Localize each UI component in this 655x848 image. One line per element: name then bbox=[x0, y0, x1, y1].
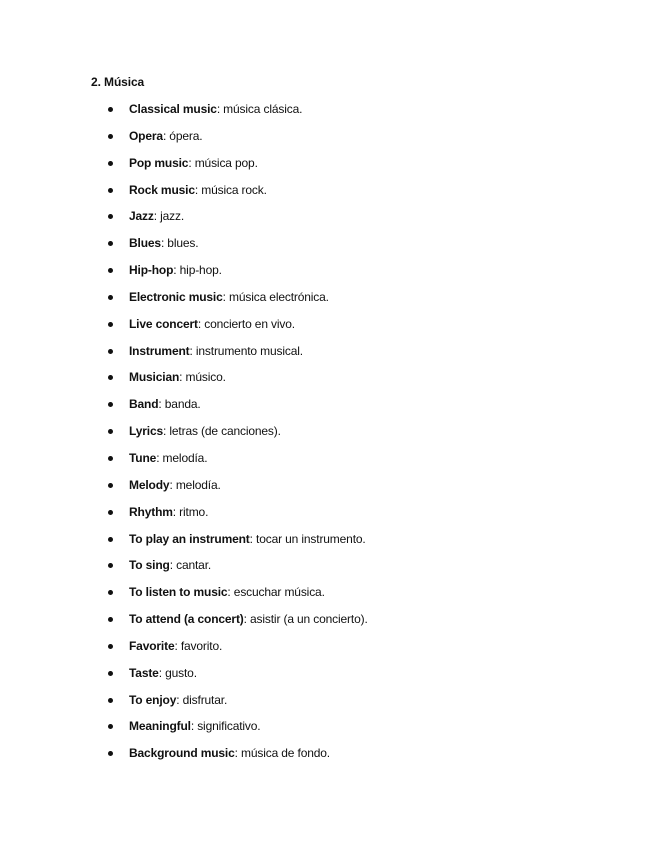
vocab-translation: : concierto en vivo. bbox=[197, 316, 295, 331]
vocab-entry bbox=[129, 450, 207, 466]
vocab-translation: : música electrónica. bbox=[222, 289, 329, 304]
list-item bbox=[0, 155, 655, 182]
list-item bbox=[0, 718, 655, 745]
bullet-icon bbox=[108, 375, 113, 380]
vocab-term: Electronic music bbox=[129, 289, 223, 304]
vocab-entry bbox=[129, 369, 226, 385]
vocab-translation: : banda. bbox=[158, 397, 201, 412]
bullet-icon bbox=[108, 510, 113, 515]
vocab-entry bbox=[129, 477, 221, 493]
bullet-icon bbox=[108, 429, 113, 434]
vocab-term: Melody bbox=[129, 477, 170, 492]
vocab-entry bbox=[129, 531, 366, 547]
bullet-icon bbox=[108, 349, 113, 354]
list-item bbox=[0, 477, 655, 504]
vocab-entry bbox=[129, 692, 227, 708]
list-item bbox=[0, 665, 655, 692]
vocab-entry bbox=[129, 316, 295, 332]
vocab-entry bbox=[129, 262, 222, 278]
bullet-icon bbox=[108, 671, 113, 676]
vocab-entry bbox=[129, 745, 330, 761]
vocab-entry bbox=[129, 584, 325, 600]
vocab-entry bbox=[129, 289, 329, 305]
vocab-translation: : blues. bbox=[160, 236, 199, 251]
bullet-icon bbox=[108, 107, 113, 112]
vocab-translation: : música clásica. bbox=[216, 102, 303, 116]
vocab-entry bbox=[129, 182, 267, 198]
list-item bbox=[0, 208, 655, 235]
bullet-icon bbox=[108, 698, 113, 703]
vocab-translation: : favorito. bbox=[174, 638, 223, 653]
vocab-term: Lyrics bbox=[129, 424, 164, 439]
vocab-term: Instrument bbox=[129, 343, 190, 358]
list-item bbox=[0, 557, 655, 584]
vocab-entry bbox=[129, 343, 303, 359]
bullet-icon bbox=[108, 188, 113, 193]
list-item bbox=[0, 504, 655, 531]
bullet-icon bbox=[108, 241, 113, 246]
vocab-translation: : disfrutar. bbox=[176, 692, 228, 707]
bullet-icon bbox=[108, 751, 113, 756]
vocab-translation: : música rock. bbox=[194, 182, 267, 197]
vocab-translation: : jazz. bbox=[153, 209, 185, 224]
vocab-entry bbox=[129, 155, 258, 171]
vocab-term: To enjoy bbox=[129, 692, 177, 707]
vocab-entry bbox=[129, 423, 281, 439]
list-item bbox=[0, 316, 655, 343]
vocab-translation: : significativo. bbox=[190, 719, 261, 734]
vocab-translation: : música pop. bbox=[188, 155, 258, 170]
vocab-term: Jazz bbox=[129, 209, 154, 224]
bullet-icon bbox=[108, 456, 113, 461]
list-item bbox=[0, 235, 655, 262]
vocab-term: To play an instrument bbox=[129, 531, 250, 546]
list-item bbox=[0, 450, 655, 477]
bullet-icon bbox=[108, 563, 113, 568]
vocab-term: Hip-hop bbox=[129, 263, 174, 278]
bullet-icon bbox=[108, 590, 113, 595]
vocab-entry bbox=[129, 101, 302, 117]
bullet-icon bbox=[108, 402, 113, 407]
vocab-term: Musician bbox=[129, 370, 180, 385]
list-item bbox=[0, 343, 655, 370]
vocab-term: To sing bbox=[129, 558, 170, 573]
list-item bbox=[0, 369, 655, 396]
vocab-term: Rhythm bbox=[129, 504, 173, 519]
bullet-icon bbox=[108, 644, 113, 649]
vocab-term: Favorite bbox=[129, 638, 175, 653]
list-item bbox=[0, 182, 655, 209]
list-item bbox=[0, 692, 655, 719]
vocab-translation: : ritmo. bbox=[172, 504, 209, 519]
list-item bbox=[0, 584, 655, 611]
vocab-term: Tune bbox=[129, 450, 157, 465]
vocab-entry bbox=[129, 718, 260, 734]
vocab-term: Live concert bbox=[129, 316, 198, 331]
vocab-translation: : escuchar música. bbox=[227, 585, 325, 600]
vocab-term: To listen to music bbox=[129, 585, 228, 600]
vocab-translation: : melodía. bbox=[156, 450, 208, 465]
vocab-translation: : cantar. bbox=[169, 558, 212, 573]
vocab-translation: : músico. bbox=[179, 370, 226, 385]
list-item bbox=[0, 101, 655, 128]
vocab-term: Background music bbox=[129, 746, 235, 761]
bullet-icon bbox=[108, 214, 113, 219]
vocab-translation: : música de fondo. bbox=[234, 746, 330, 761]
vocab-translation: : gusto. bbox=[158, 665, 197, 680]
vocab-term: Blues bbox=[129, 236, 161, 251]
vocab-term: Classical music bbox=[129, 102, 217, 116]
vocab-entry bbox=[129, 638, 222, 654]
vocab-term: Opera bbox=[129, 128, 163, 143]
vocab-entry bbox=[129, 396, 201, 412]
vocab-translation: : letras (de canciones). bbox=[163, 424, 281, 439]
list-item bbox=[0, 531, 655, 558]
list-item bbox=[0, 396, 655, 423]
vocab-term: Pop music bbox=[129, 155, 189, 170]
vocab-term: Meaningful bbox=[129, 719, 191, 734]
bullet-icon bbox=[108, 724, 113, 729]
bullet-icon bbox=[108, 483, 113, 488]
bullet-icon bbox=[108, 161, 113, 166]
list-item bbox=[0, 289, 655, 316]
bullet-icon bbox=[108, 134, 113, 139]
vocab-entry bbox=[129, 208, 184, 224]
vocab-entry bbox=[129, 611, 368, 627]
vocabulary-list bbox=[0, 101, 655, 772]
bullet-icon bbox=[108, 295, 113, 300]
vocab-term: To attend (a concert) bbox=[129, 612, 244, 627]
bullet-icon bbox=[108, 537, 113, 542]
vocab-entry bbox=[129, 557, 211, 573]
vocab-translation: : melodía. bbox=[169, 477, 221, 492]
list-item bbox=[0, 262, 655, 289]
vocab-translation: : instrumento musical. bbox=[189, 343, 303, 358]
list-item bbox=[0, 638, 655, 665]
vocab-translation: : ópera. bbox=[162, 128, 203, 143]
list-item bbox=[0, 611, 655, 638]
list-item bbox=[0, 423, 655, 450]
vocab-translation: : tocar un instrumento. bbox=[249, 531, 366, 546]
vocab-translation: : hip-hop. bbox=[173, 263, 222, 278]
vocab-entry bbox=[129, 235, 198, 251]
section-heading: 2. Música bbox=[91, 75, 145, 89]
bullet-icon bbox=[108, 268, 113, 273]
vocab-entry bbox=[129, 504, 208, 520]
vocab-term: Rock music bbox=[129, 182, 195, 197]
list-item bbox=[0, 128, 655, 155]
bullet-icon bbox=[108, 322, 113, 327]
bullet-icon bbox=[108, 617, 113, 622]
list-item bbox=[0, 745, 655, 772]
vocab-term: Band bbox=[129, 397, 159, 412]
vocab-translation: : asistir (a un concierto). bbox=[243, 612, 368, 627]
vocab-entry bbox=[129, 128, 202, 144]
vocab-entry bbox=[129, 665, 197, 681]
vocab-term: Taste bbox=[129, 665, 159, 680]
